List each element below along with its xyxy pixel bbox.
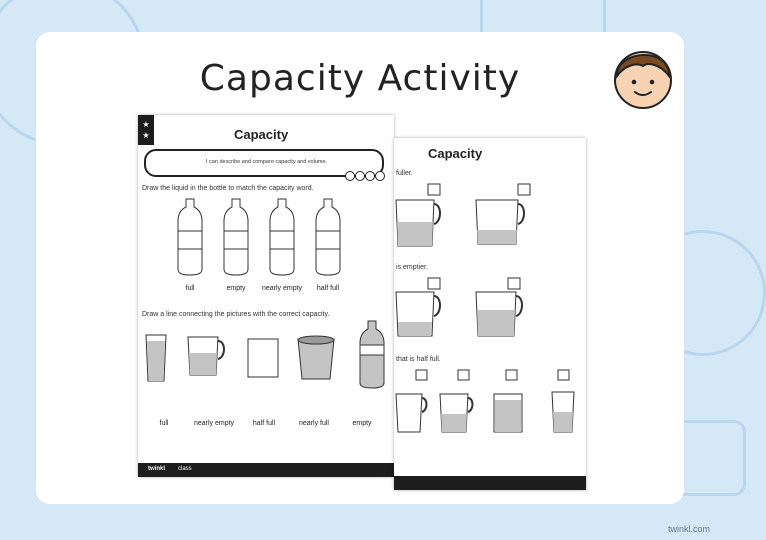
question-1: Draw the liquid in the bottle to match the capacity word.: [142, 185, 314, 192]
difficulty-stars-icon: [138, 115, 154, 145]
tick-box: [416, 370, 427, 380]
bottle-label: full: [185, 285, 195, 292]
glass-icon: [146, 335, 166, 381]
tickbox-row: [394, 182, 586, 252]
jug-icon: [396, 200, 440, 246]
bottle-icon: [360, 321, 384, 388]
bottle-label: nearly empty: [261, 285, 303, 292]
boy-avatar-icon: [608, 42, 678, 112]
objective-text: I can describe and compare capacity and volume.: [206, 159, 328, 165]
worksheet-footer: [374, 476, 586, 490]
bottle-label: half full: [316, 285, 340, 292]
jug-icon: [476, 200, 524, 244]
footer-brand: twinkl: [148, 466, 166, 472]
match-label: nearly full: [299, 420, 329, 427]
watermark: twinkl.com: [667, 524, 710, 534]
footer-brand-suffix: class: [178, 466, 192, 472]
worksheet-heading: Capacity: [234, 127, 289, 142]
bottle-icon: [224, 199, 248, 275]
jug-icon: [396, 292, 440, 336]
tick-box: [518, 184, 530, 195]
instruction-line: fuller.: [396, 170, 413, 177]
instruction-line: is emptier.: [396, 264, 428, 271]
bottle-icon: [178, 199, 202, 275]
instruction-line: that is half full.: [396, 356, 441, 363]
tick-box: [428, 278, 440, 289]
jug-icon: [188, 337, 224, 375]
tick-box: [508, 278, 520, 289]
match-label: nearly empty: [193, 420, 235, 427]
glass-icon: [248, 339, 278, 377]
match-label: empty: [352, 420, 372, 427]
bottle-icon: [270, 199, 294, 275]
jug-icon: [440, 394, 473, 432]
worksheet-footer: [138, 463, 394, 477]
tick-box: [428, 184, 440, 195]
bucket-icon: [298, 336, 334, 379]
tick-box: [558, 370, 569, 380]
bottles-row: [174, 197, 354, 279]
svg-text:★: ★: [142, 120, 150, 129]
worksheet-back: [374, 138, 586, 490]
tickbox-row: [394, 274, 586, 344]
footer-brand: twinkl: [374, 479, 392, 485]
worksheet-heading: Capacity: [428, 146, 483, 161]
bottle-label: empty: [226, 285, 246, 292]
question-2: Draw a line connecting the pictures with the correct capacity.: [142, 311, 330, 318]
tick-box: [458, 370, 469, 380]
bucket-icon: [494, 394, 522, 432]
svg-text:★: ★: [142, 131, 150, 140]
jug-icon: [396, 394, 427, 432]
slide-title: Capacity Activity: [199, 58, 521, 99]
match-label: full: [159, 420, 169, 427]
progress-dots-icon: [344, 170, 388, 182]
bottle-icon: [316, 199, 340, 275]
worksheet-front: [138, 115, 394, 477]
containers-row: [142, 325, 390, 395]
tick-box: [506, 370, 517, 380]
glass-icon: [552, 392, 574, 432]
jug-icon: [476, 292, 522, 336]
tickbox-row: [394, 368, 586, 438]
match-label: half full: [252, 420, 276, 427]
